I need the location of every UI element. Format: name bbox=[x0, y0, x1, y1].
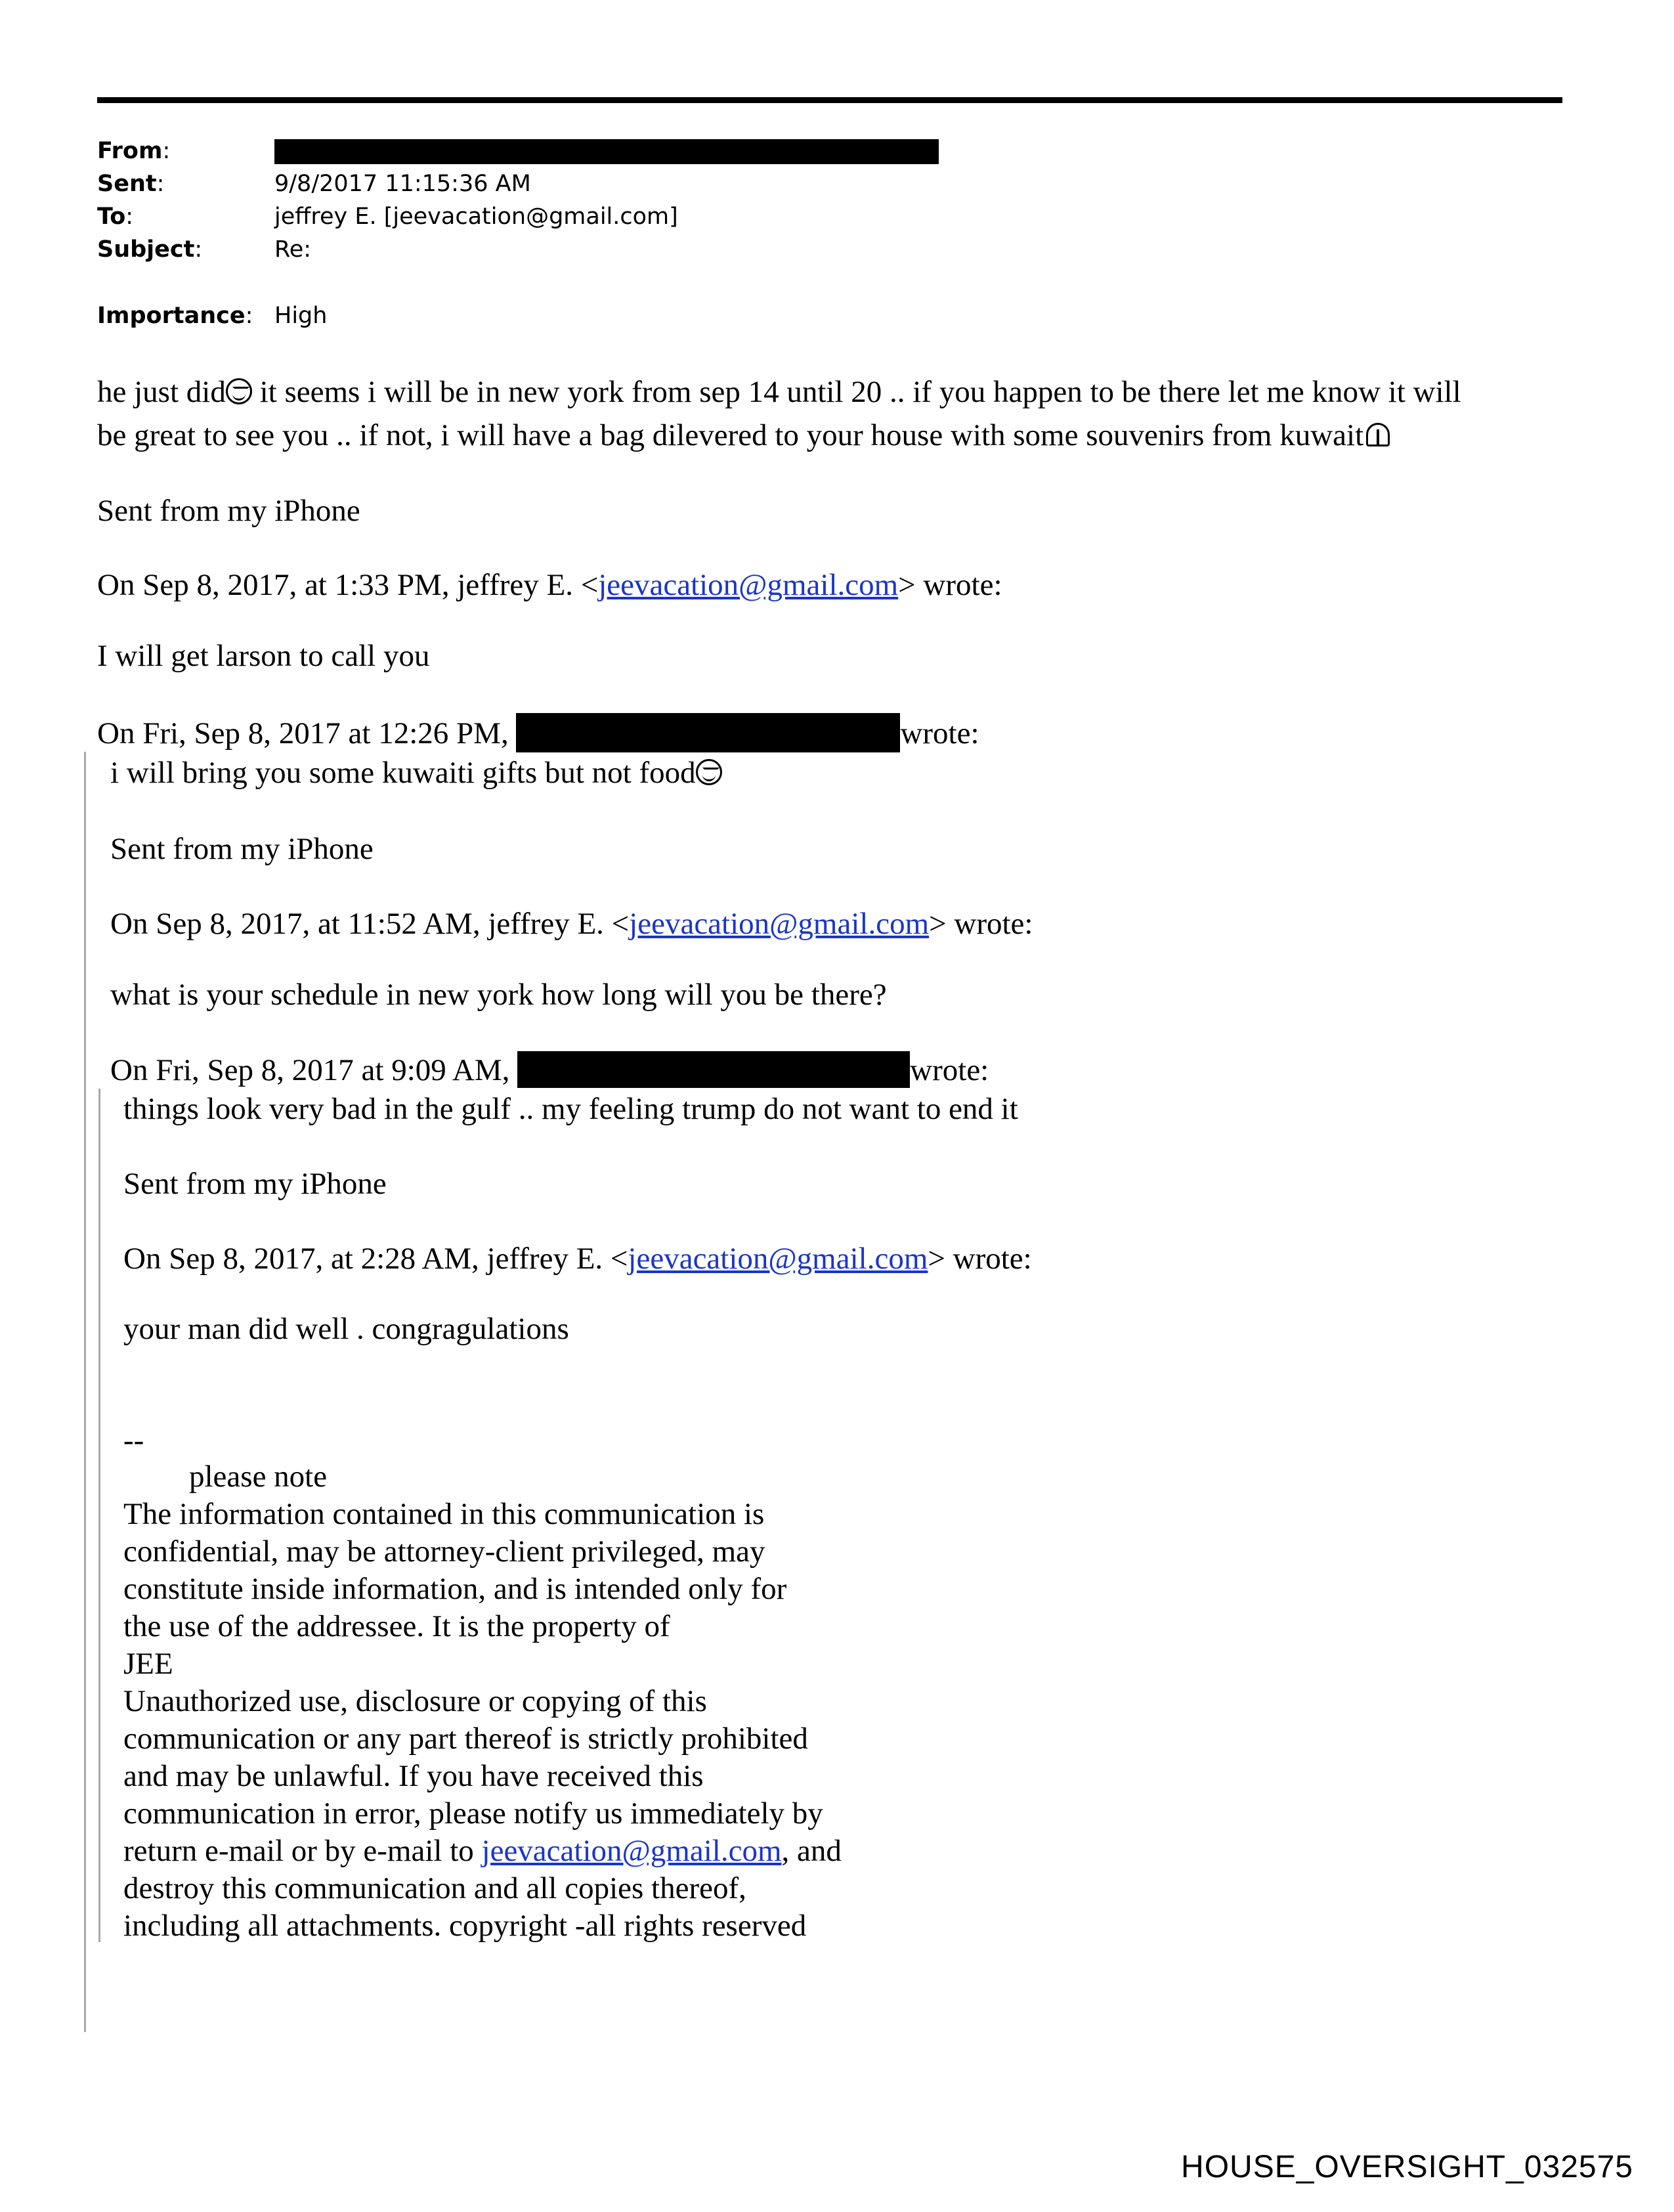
email-link-1[interactable]: jeevacation@gmail.com bbox=[598, 568, 899, 602]
disclaimer-line-email: return e-mail or by e-mail to jeevacation@gmail.com, and bbox=[123, 1834, 842, 1868]
quote-header-5: On Sep 8, 2017, at 2:28 AM, jeffrey E. <jeevacation@gmail.com> wrote: bbox=[123, 1242, 1032, 1276]
header-rule bbox=[97, 97, 1562, 103]
redacted-sender-4 bbox=[517, 1051, 910, 1088]
quote-text-3: what is your schedule in new york how long will you be there? bbox=[110, 978, 887, 1012]
email-link-3[interactable]: jeevacation@gmail.com bbox=[629, 907, 930, 941]
sent-value: 9/8/2017 11:15:36 AM bbox=[274, 171, 531, 197]
disclaimer-line: including all attachments. copyright -all rights reserved bbox=[123, 1909, 807, 1943]
sent-label: Sent bbox=[97, 171, 157, 197]
signature-1: Sent from my iPhone bbox=[97, 494, 360, 528]
bates-number: HOUSE_OVERSIGHT_032575 bbox=[1181, 2150, 1633, 2184]
redacted-sender-2 bbox=[516, 713, 900, 752]
quote-header-3: On Sep 8, 2017, at 11:52 AM, jeffrey E. <jeevacation@gmail.com> wrote: bbox=[110, 907, 1033, 941]
please-note: please note bbox=[189, 1460, 328, 1494]
quote-header-1: On Sep 8, 2017, at 1:33 PM, jeffrey E. <jeevacation@gmail.com> wrote: bbox=[97, 568, 1002, 602]
disclaimer-line: confidential, may be attorney-client privileged, may bbox=[123, 1534, 765, 1569]
subject-value: Re: bbox=[274, 236, 312, 263]
redacted-sender bbox=[274, 139, 939, 164]
disclaimer-line: Unauthorized use, disclosure or copying of this bbox=[123, 1684, 707, 1718]
email-link-5[interactable]: jeevacation@gmail.com bbox=[628, 1242, 928, 1276]
quote-bar-level-1 bbox=[84, 752, 86, 2032]
body-line-1: he just did it seems i will be in new york from sep 14 until 20 .. if you happen to be there let me know it will bbox=[97, 375, 1461, 409]
quote-text-1: I will get larson to call you bbox=[97, 639, 430, 673]
disclaimer-line: constitute inside information, and is intended only for bbox=[123, 1572, 787, 1606]
disclaimer-line: destroy this communication and all copies thereof, bbox=[123, 1871, 746, 1905]
quote-bar-level-2 bbox=[98, 1089, 100, 1942]
gift-bag-icon bbox=[1363, 420, 1392, 449]
smiling-face-icon bbox=[696, 759, 722, 785]
to-value: jeffrey E. [jeevacation@gmail.com] bbox=[274, 204, 678, 230]
from-label: From bbox=[97, 138, 163, 164]
signature-dashes: -- bbox=[123, 1423, 144, 1458]
to-label: To bbox=[97, 204, 126, 230]
signature-3: Sent from my iPhone bbox=[123, 1167, 387, 1201]
subject-label: Subject bbox=[97, 236, 195, 263]
body-line-2: be great to see you .. if not, i will have a bag dilevered to your house with some souvenirs from kuwait bbox=[97, 418, 1392, 453]
disclaimer-line: communication or any part thereof is strictly prohibited bbox=[123, 1722, 808, 1756]
quote-text-5: your man did well . congragulations bbox=[123, 1312, 569, 1346]
disclaimer-line: JEE bbox=[123, 1647, 173, 1681]
importance-label: Importance bbox=[97, 303, 246, 329]
quote-header-4: On Fri, Sep 8, 2017 at 9:09 AM, wrote: bbox=[110, 1051, 989, 1088]
importance-value: High bbox=[274, 303, 328, 329]
smiling-face-icon bbox=[226, 378, 252, 404]
disclaimer-line: the use of the addressee. It is the property of bbox=[123, 1609, 670, 1643]
email-link-disclaimer[interactable]: jeevacation@gmail.com bbox=[481, 1834, 782, 1868]
quote-text-2: i will bring you some kuwaiti gifts but not food bbox=[110, 755, 722, 791]
disclaimer-line: and may be unlawful. If you have received this bbox=[123, 1759, 704, 1793]
disclaimer-line: communication in error, please notify us immediately by bbox=[123, 1796, 823, 1831]
quote-text-4: things look very bad in the gulf .. my feeling trump do not want to end it bbox=[123, 1092, 1018, 1126]
quote-header-2: On Fri, Sep 8, 2017 at 12:26 PM, wrote: bbox=[97, 713, 979, 752]
signature-2: Sent from my iPhone bbox=[110, 832, 374, 866]
disclaimer-line: The information contained in this communication is bbox=[123, 1497, 765, 1531]
